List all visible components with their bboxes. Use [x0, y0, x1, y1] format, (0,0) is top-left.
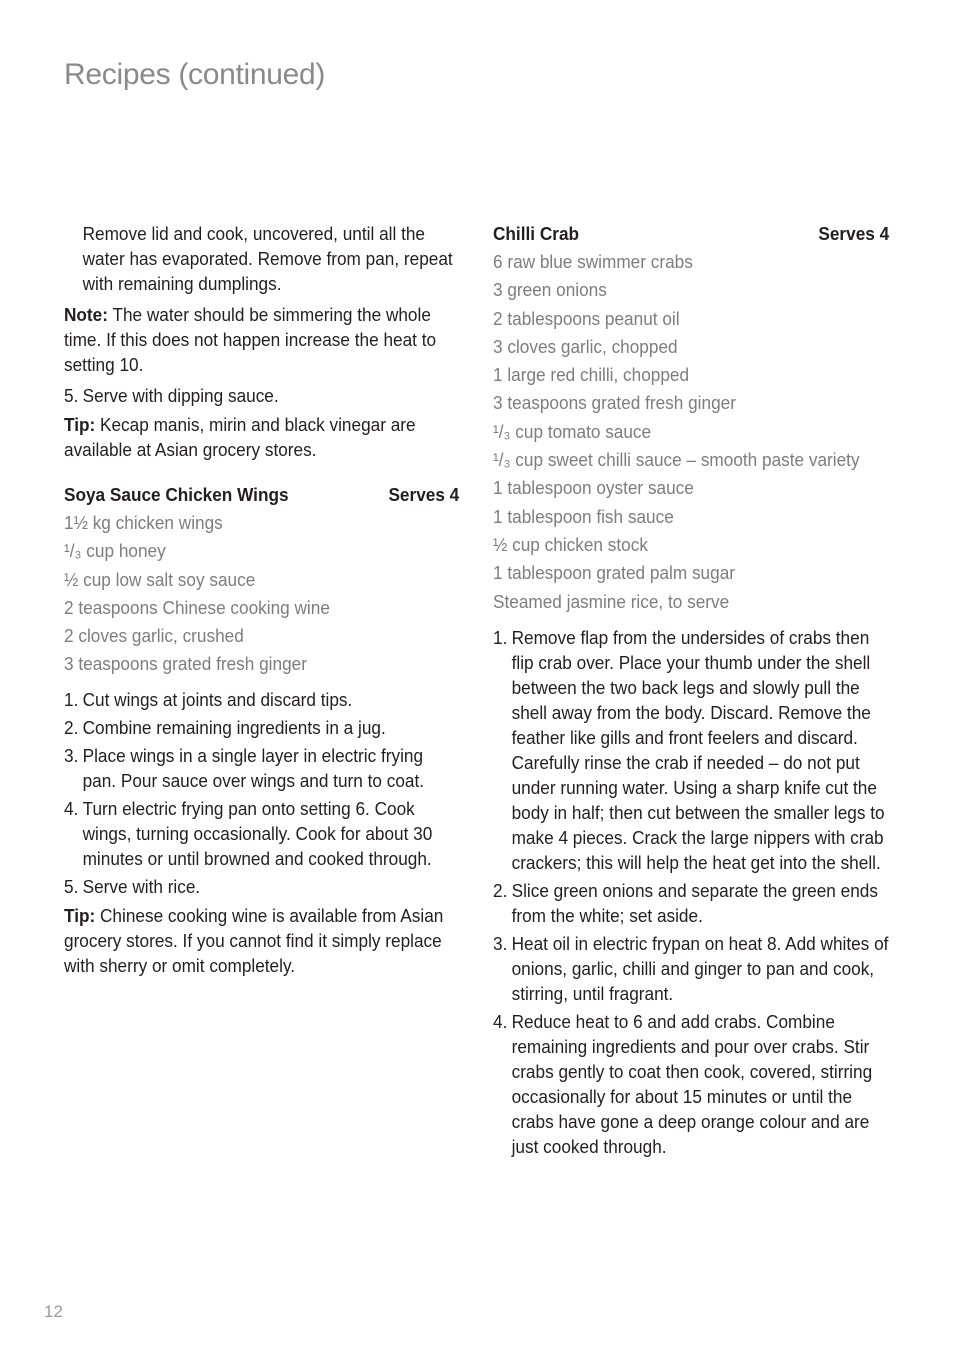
step-item — [493, 931, 889, 1006]
step-item — [64, 715, 459, 740]
step-text: Reduce heat to 6 and add crabs. Combine remaining ingredients and pour over crabs. Stir crabs gently to coat then cook, covered, stirring occasionally for about 15 minutes or until the crabs have gone a deep orange colour and are just cooked through. — [511, 1010, 873, 1157]
ingredient-item: ¹/₃ cup sweet chilli sauce – smooth paste variety — [493, 449, 860, 471]
step-number: 5. — [64, 876, 79, 898]
tip-text: Chinese cooking wine is available from Asian grocery stores. If you cannot find it simply replace with sherry or omit completely. — [64, 905, 444, 977]
tip-label: Tip: — [64, 905, 96, 927]
ingredient-item: 1 large red chilli, chopped — [493, 364, 690, 386]
crab-ingredients — [493, 249, 889, 614]
step-item — [493, 625, 889, 875]
tip — [64, 903, 459, 978]
recipe-serves: Serves 4 — [388, 484, 460, 505]
ingredient-item: Steamed jasmine rice, to serve — [493, 590, 730, 612]
left-column — [64, 221, 459, 984]
step-item — [64, 383, 459, 408]
ingredient-item: 2 cloves garlic, crushed — [64, 625, 244, 647]
step-text: Turn electric frying pan onto setting 6. Cook wings, turning occasionally. Cook for about 30 minutes or until browned and cooked through. — [82, 798, 433, 870]
step-item — [493, 878, 889, 928]
recipe-title: Chilli Crab — [493, 223, 580, 244]
ingredient-item: 1 tablespoon oyster sauce — [493, 477, 694, 499]
tip-label: Tip: — [64, 414, 96, 435]
page-number: 12 — [44, 1302, 63, 1321]
ingredient-item: 2 tablespoons peanut oil — [493, 307, 680, 329]
ingredient-item: 3 teaspoons grated fresh ginger — [493, 392, 736, 414]
recipe-title: Soya Sauce Chicken Wings — [64, 484, 289, 505]
ingredient-item: 2 teaspoons Chinese cooking wine — [64, 596, 330, 618]
ingredient-item: ½ cup chicken stock — [493, 533, 648, 555]
ingredient-item: 1 tablespoon grated palm sugar — [493, 562, 735, 584]
step-number: 5. — [64, 385, 79, 406]
tip — [64, 412, 459, 462]
step-number: 1. — [493, 626, 508, 648]
step-text: Slice green onions and separate the green ends from the white; set aside. — [511, 879, 878, 926]
ingredient-item: 6 raw blue swimmer crabs — [493, 251, 693, 272]
note-text: The water should be simmering the whole time. If this does not happen increase the heat to setting 10. — [64, 304, 437, 375]
step-number: 4. — [64, 798, 79, 820]
note — [64, 302, 459, 377]
step-text: Combine remaining ingredients in a jug. — [82, 717, 386, 739]
step-number: 3. — [64, 745, 79, 767]
step-number: 2. — [64, 717, 79, 739]
right-column — [493, 221, 889, 1163]
soya-steps — [64, 687, 459, 899]
ingredient-item: 3 green onions — [493, 279, 607, 301]
ingredient-item: 1 tablespoon fish sauce — [493, 505, 674, 527]
step-number: 1. — [64, 689, 79, 711]
step-text: Serve with dipping sauce. — [82, 385, 279, 406]
ingredient-item: 3 cloves garlic, chopped — [493, 335, 678, 357]
step-text: Remove flap from the undersides of crabs then flip crab over. Place your thumb under the shell between the two back legs and slowly pull the shell away from the body. Discard. Remove the feather like gills and front feelers and discard. Carefully rinse the crab if needed – do not put under running water. Using a sharp knife cut the body in half; then cut between the smaller legs to make 4 pieces. Crack the large nippers with crab crackers; this will help the heat get into the shell. — [511, 626, 885, 873]
step-text: Serve with rice. — [82, 876, 201, 898]
step-item — [64, 874, 459, 899]
step-number: 3. — [493, 932, 508, 954]
soya-ingredients — [64, 510, 459, 676]
recipe-serves: Serves 4 — [818, 223, 890, 244]
step-number: 4. — [493, 1010, 508, 1032]
page-title: Recipes (continued) — [64, 58, 326, 91]
ingredient-item: ¹/₃ cup honey — [64, 540, 166, 562]
ingredient-item: ¹/₃ cup tomato sauce — [493, 420, 652, 442]
tip-text: Kecap manis, mirin and black vinegar are available at Asian grocery stores. — [64, 414, 416, 460]
recipe-header-crab — [493, 221, 889, 246]
ingredient-item: 1½ kg chicken wings — [64, 512, 223, 533]
recipe-header-soya — [64, 482, 459, 507]
step-item — [64, 743, 459, 793]
ingredient-item: ½ cup low salt soy sauce — [64, 568, 256, 590]
step-text: Heat oil in electric frypan on heat 8. Add whites of onions, garlic, chilli and ginger to pan and cook, stirring, until fragrant. — [511, 932, 889, 1004]
dumpling-steps — [64, 383, 459, 408]
note-label: Note: — [64, 304, 108, 325]
step-text: Cut wings at joints and discard tips. — [82, 689, 353, 711]
step-item — [493, 1009, 889, 1159]
step-number: 2. — [493, 879, 508, 901]
continued-step: Remove lid and cook, uncovered, until all the water has evaporated. Remove from pan, repeat with remaining dumplings. — [82, 223, 453, 294]
step-item — [64, 796, 459, 871]
step-item — [64, 687, 459, 712]
step-text: Place wings in a single layer in electric frying pan. Pour sauce over wings and turn to coat. — [82, 745, 425, 792]
ingredient-item: 3 teaspoons grated fresh ginger — [64, 653, 307, 675]
crab-steps — [493, 625, 889, 1159]
